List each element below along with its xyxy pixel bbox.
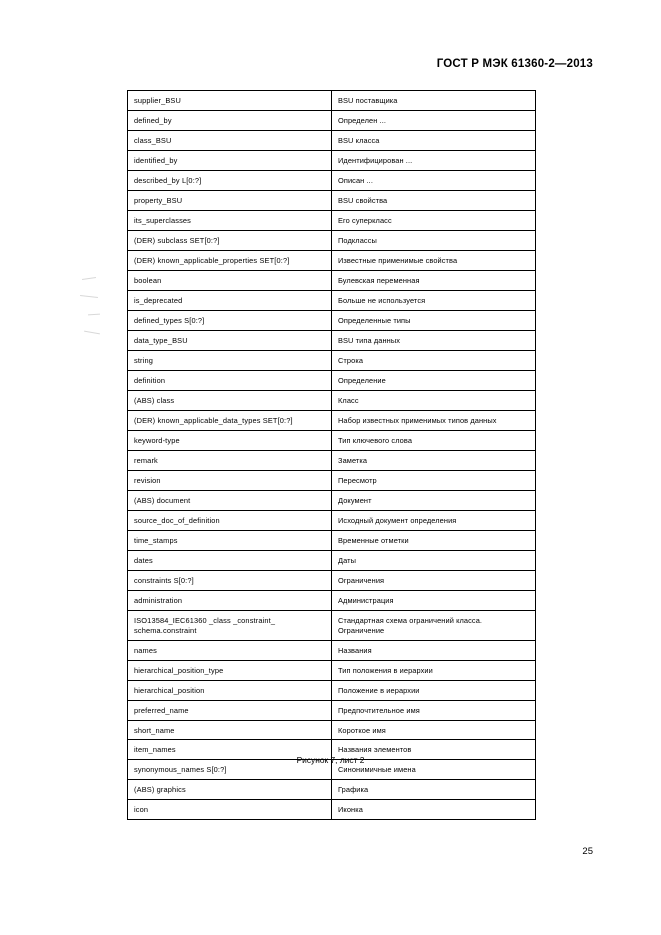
table-row bbox=[128, 720, 536, 740]
table-row bbox=[128, 370, 536, 390]
term-cell: (ABS) class bbox=[128, 390, 332, 410]
term-cell: (DER) known_applicable_data_types SET[0:?] bbox=[128, 410, 332, 430]
term-cell: defined_by bbox=[128, 110, 332, 130]
term-cell: source_doc_of_definition bbox=[128, 510, 332, 530]
term-cell: data_type_BSU bbox=[128, 330, 332, 350]
translation-cell: Определен ... bbox=[332, 110, 536, 130]
term-cell: definition bbox=[128, 370, 332, 390]
term-cell: icon bbox=[128, 800, 332, 820]
term-cell: preferred_name bbox=[128, 700, 332, 720]
figure-caption: Рисунок 7, лист 2 bbox=[296, 755, 365, 765]
translation-cell: Ограничения bbox=[332, 570, 536, 590]
table-row bbox=[128, 780, 536, 800]
table-row bbox=[128, 350, 536, 370]
term-cell: remark bbox=[128, 450, 332, 470]
table-row bbox=[128, 430, 536, 450]
table-row bbox=[128, 450, 536, 470]
translation-cell: Подклассы bbox=[332, 230, 536, 250]
translation-cell: Идентифицирован ... bbox=[332, 150, 536, 170]
terms-table bbox=[127, 90, 536, 820]
translation-cell: Названия bbox=[332, 640, 536, 660]
translation-cell: Известные применимые свойства bbox=[332, 250, 536, 270]
table-row bbox=[128, 110, 536, 130]
table-row bbox=[128, 130, 536, 150]
term-cell: (ABS) graphics bbox=[128, 780, 332, 800]
translation-cell: Короткое имя bbox=[332, 720, 536, 740]
translation-cell: Синонимичные имена bbox=[332, 760, 536, 780]
translation-cell: Тип ключевого слова bbox=[332, 430, 536, 450]
term-cell: item_names bbox=[128, 740, 332, 760]
table-row bbox=[128, 610, 536, 640]
table-row bbox=[128, 510, 536, 530]
term-cell: (DER) known_applicable_properties SET[0:?] bbox=[128, 250, 332, 270]
translation-cell: Заметка bbox=[332, 450, 536, 470]
translation-cell: Набор известных применимых типов данных bbox=[332, 410, 536, 430]
page-header: ГОСТ Р МЭК 61360-2—2013 bbox=[436, 58, 593, 70]
translation-cell: Графика bbox=[332, 780, 536, 800]
table-row bbox=[128, 570, 536, 590]
table-row bbox=[128, 660, 536, 680]
translation-cell: Иконка bbox=[332, 800, 536, 820]
table-row bbox=[128, 530, 536, 550]
translation-cell: Даты bbox=[332, 550, 536, 570]
page-number: 25 bbox=[582, 846, 593, 857]
translation-cell: Булевская переменная bbox=[332, 270, 536, 290]
translation-cell: Администрация bbox=[332, 590, 536, 610]
table-row bbox=[128, 410, 536, 430]
term-cell: string bbox=[128, 350, 332, 370]
term-cell: boolean bbox=[128, 270, 332, 290]
translation-cell: Пересмотр bbox=[332, 470, 536, 490]
translation-cell: BSU поставщика bbox=[332, 91, 536, 111]
term-cell: short_name bbox=[128, 720, 332, 740]
table-row bbox=[128, 310, 536, 330]
translation-cell: BSU класса bbox=[332, 130, 536, 150]
translation-cell: BSU типа данных bbox=[332, 330, 536, 350]
translation-cell: Больше не используется bbox=[332, 290, 536, 310]
translation-cell: Его суперкласс bbox=[332, 210, 536, 230]
table-row bbox=[128, 640, 536, 660]
term-cell: hierarchical_position_type bbox=[128, 660, 332, 680]
table-row bbox=[128, 590, 536, 610]
table-row bbox=[128, 680, 536, 700]
translation-cell: Предпочтительное имя bbox=[332, 700, 536, 720]
translation-cell: Временные отметки bbox=[332, 530, 536, 550]
translation-cell: BSU свойства bbox=[332, 190, 536, 210]
translation-cell: Строка bbox=[332, 350, 536, 370]
scan-artifacts bbox=[78, 270, 118, 360]
table-row bbox=[128, 210, 536, 230]
term-cell: property_BSU bbox=[128, 190, 332, 210]
term-cell: class_BSU bbox=[128, 130, 332, 150]
translation-cell: Названия элементов bbox=[332, 740, 536, 760]
translation-cell: Определенные типы bbox=[332, 310, 536, 330]
translation-cell: Класс bbox=[332, 390, 536, 410]
term-cell: synonymous_names S[0:?] bbox=[128, 760, 332, 780]
table-row bbox=[128, 270, 536, 290]
table-row bbox=[128, 190, 536, 210]
translation-cell: Тип положения в иерархии bbox=[332, 660, 536, 680]
table-row bbox=[128, 700, 536, 720]
term-cell: time_stamps bbox=[128, 530, 332, 550]
translation-cell: Стандартная схема ограничений класса. Ограничение bbox=[332, 610, 536, 640]
term-cell: revision bbox=[128, 470, 332, 490]
term-cell: supplier_BSU bbox=[128, 91, 332, 111]
term-cell: defined_types S[0:?] bbox=[128, 310, 332, 330]
term-cell: ISO13584_IEC61360 _class _constraint_ schema.constraint bbox=[128, 610, 332, 640]
term-cell: keyword-type bbox=[128, 430, 332, 450]
translation-cell: Документ bbox=[332, 490, 536, 510]
table-row bbox=[128, 550, 536, 570]
table-row bbox=[128, 470, 536, 490]
table-row bbox=[128, 330, 536, 350]
term-cell: constraints S[0:?] bbox=[128, 570, 332, 590]
translation-cell: Определение bbox=[332, 370, 536, 390]
table-row bbox=[128, 150, 536, 170]
term-cell: (DER) subclass SET[0:?] bbox=[128, 230, 332, 250]
table-row bbox=[128, 170, 536, 190]
term-cell: dates bbox=[128, 550, 332, 570]
table-row bbox=[128, 91, 536, 111]
term-cell: identified_by bbox=[128, 150, 332, 170]
terms-table-body bbox=[128, 91, 536, 820]
table-row bbox=[128, 290, 536, 310]
term-cell: hierarchical_position bbox=[128, 680, 332, 700]
table-row bbox=[128, 390, 536, 410]
translation-cell: Исходный документ определения bbox=[332, 510, 536, 530]
translation-cell: Описан ... bbox=[332, 170, 536, 190]
term-cell: names bbox=[128, 640, 332, 660]
term-cell: (ABS) document bbox=[128, 490, 332, 510]
term-cell: its_superclasses bbox=[128, 210, 332, 230]
table-row bbox=[128, 230, 536, 250]
translation-cell: Положение в иерархии bbox=[332, 680, 536, 700]
table-row bbox=[128, 250, 536, 270]
term-cell: described_by L[0:?] bbox=[128, 170, 332, 190]
term-cell: administration bbox=[128, 590, 332, 610]
terms-table-container bbox=[127, 90, 535, 820]
table-row bbox=[128, 490, 536, 510]
table-row bbox=[128, 800, 536, 820]
term-cell: is_deprecated bbox=[128, 290, 332, 310]
